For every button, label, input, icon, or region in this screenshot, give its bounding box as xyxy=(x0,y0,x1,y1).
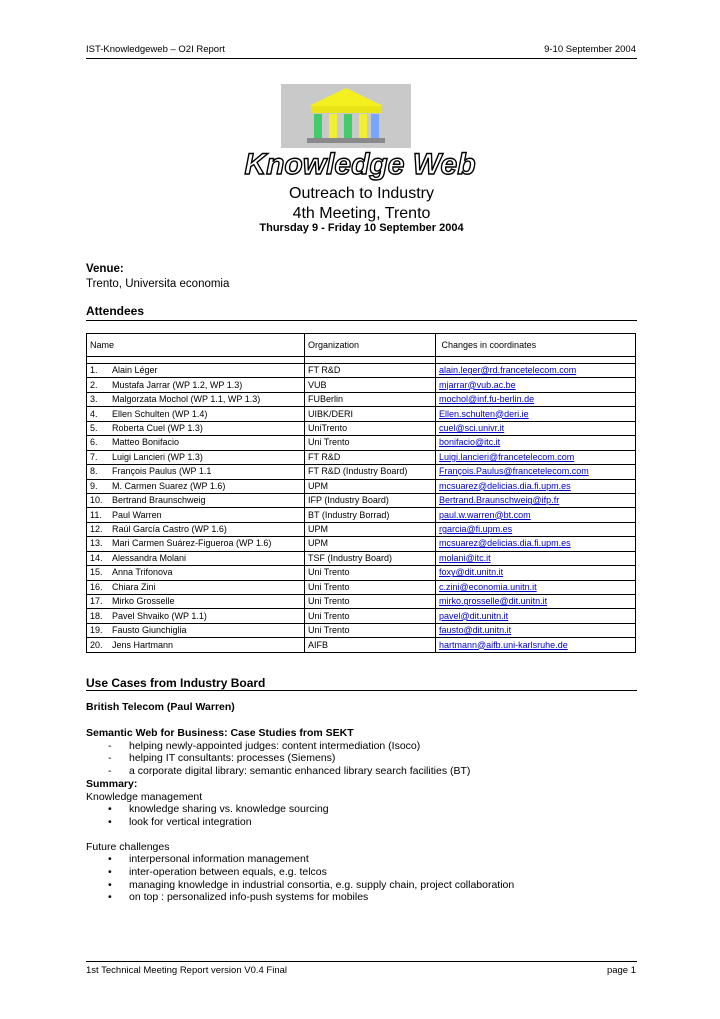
attendee-name-cell xyxy=(87,566,305,580)
use-cases-heading: Use Cases from Industry Board xyxy=(86,676,266,690)
semantic-heading: Semantic Web for Business: Case Studies from SEKT xyxy=(86,727,354,739)
bullet-icon: • xyxy=(108,853,112,866)
attendee-number: 14. xyxy=(90,552,103,563)
attendee-email-cell xyxy=(436,522,636,536)
table-row xyxy=(87,595,636,609)
table-row xyxy=(87,522,636,536)
attendee-name-cell xyxy=(87,595,305,609)
list-item xyxy=(86,853,636,866)
attendee-email-link[interactable]: Bertrand.Braunschweig@ifp.fr xyxy=(439,495,560,506)
attendee-email-cell xyxy=(436,421,636,435)
column-header-coordinates-label: Changes in coordinates xyxy=(441,339,537,350)
attendee-name: Fausto Giunchiglia xyxy=(112,625,187,636)
attendee-email-cell xyxy=(436,364,636,378)
attendee-email-cell xyxy=(436,465,636,479)
bullet-icon: • xyxy=(108,891,112,904)
attendee-number: 16. xyxy=(90,581,103,592)
attendee-email-cell xyxy=(436,580,636,594)
attendee-organization: TSF (Industry Board) xyxy=(305,551,436,565)
attendee-email-link[interactable]: molani@itc.it xyxy=(439,552,491,563)
table-row xyxy=(87,537,636,551)
attendee-organization: IFP (Industry Board) xyxy=(305,493,436,507)
table-row xyxy=(87,436,636,450)
attendee-number: 10. xyxy=(90,495,103,506)
attendee-name-cell xyxy=(87,537,305,551)
attendee-email-link[interactable]: mirko.grosselle@dit.unitn.it xyxy=(439,596,548,607)
attendee-name-cell xyxy=(87,465,305,479)
bt-subheading: British Telecom (Paul Warren) xyxy=(86,701,235,713)
attendee-name-cell xyxy=(87,436,305,450)
attendee-email-link[interactable]: alain.leger@rd.francetelecom.com xyxy=(439,365,577,376)
list-item xyxy=(86,752,636,765)
bullet-icon: • xyxy=(108,878,112,891)
attendee-number: 9. xyxy=(90,480,98,491)
attendee-name: Mari Carmen Suárez-Figueroa (WP 1.6) xyxy=(112,538,272,549)
attendee-organization: Uni Trento xyxy=(305,566,436,580)
attendee-name-cell xyxy=(87,580,305,594)
attendee-email-link[interactable]: François.Paulus@francetelecom.com xyxy=(439,466,589,477)
attendee-name-cell xyxy=(87,421,305,435)
attendee-organization: VUB xyxy=(305,378,436,392)
table-row xyxy=(87,465,636,479)
attendee-name-cell xyxy=(87,508,305,522)
list-item xyxy=(86,740,636,753)
table-spacer xyxy=(87,357,636,364)
title-line-2: 4th Meeting, Trento xyxy=(292,205,431,222)
list-item-text: inter-operation between equals, e.g. telcos xyxy=(129,866,327,879)
table-row xyxy=(87,580,636,594)
attendee-number: 17. xyxy=(90,596,103,607)
list-item xyxy=(86,866,636,879)
title-line-1: Outreach to Industry xyxy=(289,185,434,202)
semantic-section xyxy=(86,727,636,904)
attendees-heading: Attendees xyxy=(86,304,145,318)
attendee-email-cell xyxy=(436,595,636,609)
attendee-email-cell xyxy=(436,450,636,464)
attendee-email-cell xyxy=(436,566,636,580)
attendee-email-link[interactable]: hartmann@aifb.uni-karlsruhe.de xyxy=(439,639,568,650)
attendee-name: Alain Léger xyxy=(112,365,158,376)
page-footer xyxy=(86,965,636,976)
table-row xyxy=(87,450,636,464)
attendee-organization: UniTrento xyxy=(305,421,436,435)
header-right: 9-10 September 2004 xyxy=(544,44,636,55)
column-header-name: Name xyxy=(87,334,305,357)
attendee-number: 1. xyxy=(90,365,98,376)
attendee-name: Matteo Bonifacio xyxy=(112,437,180,448)
attendee-email-link[interactable]: Luigi.lancieri@francetelecom.com xyxy=(439,451,575,462)
attendee-organization: UIBK/DERI xyxy=(305,407,436,421)
list-item xyxy=(86,765,636,778)
venue-heading: Venue: xyxy=(86,263,124,275)
dash-bullet-icon: - xyxy=(108,739,112,752)
attendee-number: 13. xyxy=(90,538,103,549)
attendee-name: Pavel Shvaiko (WP 1.1) xyxy=(112,610,207,621)
list-item-text: on top : personalized info-push systems for mobiles xyxy=(129,891,369,904)
attendee-organization: Uni Trento xyxy=(305,580,436,594)
attendee-email-link[interactable]: mochol@inf.fu-berlin.de xyxy=(439,394,535,405)
attendee-email-cell xyxy=(436,407,636,421)
attendee-organization: FT R&D xyxy=(305,364,436,378)
attendee-organization: UPM xyxy=(305,537,436,551)
attendee-number: 3. xyxy=(90,394,98,405)
attendee-email-cell xyxy=(436,638,636,652)
attendee-name: Roberta Cuel (WP 1.3) xyxy=(112,422,203,433)
attendee-email-link[interactable]: paul.w.warren@bt.com xyxy=(439,509,531,520)
bullet-icon: • xyxy=(108,815,112,828)
attendee-organization: UPM xyxy=(305,479,436,493)
table-row xyxy=(87,551,636,565)
knowledge-web-wordmark xyxy=(220,144,500,184)
attendee-number: 7. xyxy=(90,451,98,462)
attendee-name-cell xyxy=(87,479,305,493)
attendee-email-cell xyxy=(436,479,636,493)
attendee-name-cell xyxy=(87,378,305,392)
attendee-email-link[interactable]: pavel@dit.unitn.it xyxy=(439,610,509,621)
attendee-name-cell xyxy=(87,364,305,378)
attendee-number: 8. xyxy=(90,466,98,477)
future-label: Future challenges xyxy=(86,840,170,853)
attendee-name-cell xyxy=(87,623,305,637)
list-item-text: helping IT consultants: processes (Siemens) xyxy=(129,752,336,765)
attendee-name: Raúl García Castro (WP 1.6) xyxy=(112,524,227,535)
brand-text: Knowledge Web xyxy=(244,148,476,181)
attendee-number: 15. xyxy=(90,567,103,578)
table-row xyxy=(87,609,636,623)
attendee-number: 20. xyxy=(90,639,103,650)
attendee-email-link[interactable]: mcsuarez@delicias.dia.fi.upm.es xyxy=(439,538,571,549)
attendee-email-cell xyxy=(436,493,636,507)
attendee-name: François Paulus (WP 1.1 xyxy=(112,466,212,477)
attendee-organization: AIFB xyxy=(305,638,436,652)
spacer xyxy=(86,829,636,841)
attendee-name-cell xyxy=(87,522,305,536)
attendee-organization: Uni Trento xyxy=(305,595,436,609)
dash-bullet-icon: - xyxy=(108,752,112,765)
attendee-name: M. Carmen Suarez (WP 1.6) xyxy=(112,480,226,491)
table-header-row xyxy=(87,334,636,357)
attendee-email-cell xyxy=(436,537,636,551)
attendee-name-cell xyxy=(87,493,305,507)
km-label: Knowledge management xyxy=(86,790,203,803)
attendee-organization: UPM xyxy=(305,522,436,536)
column-header-coordinates xyxy=(436,334,636,357)
attendee-name-cell xyxy=(87,450,305,464)
attendee-email-link[interactable]: c.zini@economia.unitn.it xyxy=(439,581,537,592)
column-header-organization: Organization xyxy=(305,334,436,357)
table-row xyxy=(87,392,636,406)
attendee-name-cell xyxy=(87,407,305,421)
attendee-email-link[interactable]: fausto@dit.unitn.it xyxy=(439,625,512,636)
attendee-name-cell xyxy=(87,609,305,623)
attendee-organization: Uni Trento xyxy=(305,623,436,637)
bullet-icon: • xyxy=(108,866,112,879)
attendee-organization: Uni Trento xyxy=(305,609,436,623)
table-row xyxy=(87,364,636,378)
attendee-number: 19. xyxy=(90,625,103,636)
meeting-dates: Thursday 9 - Friday 10 September 2004 xyxy=(259,222,464,234)
attendee-email-cell xyxy=(436,436,636,450)
attendee-email-cell xyxy=(436,609,636,623)
attendee-email-cell xyxy=(436,508,636,522)
attendee-email-link[interactable]: foxy@dit.unitn.it xyxy=(439,567,504,578)
attendee-email-cell xyxy=(436,551,636,565)
attendee-email-link[interactable]: rgarcia@fi.upm.es xyxy=(439,524,513,535)
table-row xyxy=(87,508,636,522)
table-row xyxy=(87,493,636,507)
attendee-name: Luigi Lancieri (WP 1.3) xyxy=(112,451,203,462)
attendee-name-cell xyxy=(87,638,305,652)
attendee-email-link[interactable]: mjarrar@vub.ac.be xyxy=(439,379,516,390)
table-row xyxy=(87,566,636,580)
attendee-email-cell xyxy=(436,623,636,637)
attendee-name: Mustafa Jarrar (WP 1.2, WP 1.3) xyxy=(112,379,243,390)
attendee-name: Ellen Schulten (WP 1.4) xyxy=(112,408,208,419)
list-item-text: helping newly-appointed judges: content intermediation (Isoco) xyxy=(129,739,421,752)
table-row xyxy=(87,407,636,421)
footer-rule xyxy=(86,961,637,962)
summary-label: Summary: xyxy=(86,777,138,790)
table-row xyxy=(87,623,636,637)
attendee-organization: Uni Trento xyxy=(305,436,436,450)
attendee-name: Anna Trifonova xyxy=(112,567,173,578)
attendee-name: Alessandra Molani xyxy=(112,552,187,563)
attendee-number: 11. xyxy=(90,509,102,520)
attendee-name-cell xyxy=(87,392,305,406)
attendee-name: Jens Hartmann xyxy=(112,639,174,650)
attendee-number: 18. xyxy=(90,610,103,621)
list-item-text: interpersonal information management xyxy=(129,853,309,866)
attendee-email-cell xyxy=(436,378,636,392)
table-row xyxy=(87,638,636,652)
header-left: IST-Knowledgeweb – O2I Report xyxy=(86,44,225,55)
table-row xyxy=(87,421,636,435)
list-item-text: managing knowledge in industrial consortia, e.g. supply chain, project collaboration xyxy=(129,878,515,891)
table-row xyxy=(87,378,636,392)
header-rule xyxy=(86,58,637,59)
attendee-name: Mirko Grosselle xyxy=(112,596,175,607)
attendee-number: 2. xyxy=(90,379,98,390)
attendee-organization: BT (Industry Borrad) xyxy=(305,508,436,522)
list-item xyxy=(86,879,636,892)
list-item xyxy=(86,891,636,904)
dash-bullet-icon: - xyxy=(108,765,112,778)
attendee-email-link[interactable]: cuel@sci.univr.it xyxy=(439,422,505,433)
attendee-email-link[interactable]: mcsuarez@delicias.dia.fi.upm.es xyxy=(439,480,571,491)
attendee-number: 6. xyxy=(90,437,98,448)
attendee-name: Bertrand Braunschweig xyxy=(112,495,206,506)
attendee-name: Chiara Zini xyxy=(112,581,156,592)
attendee-email-link[interactable]: bonifacio@itc.it xyxy=(439,437,501,448)
attendee-number: 5. xyxy=(90,422,98,433)
attendees-rule xyxy=(86,320,637,321)
attendee-number: 4. xyxy=(90,408,98,419)
attendee-email-link[interactable]: Ellen.schulten@deri.ie xyxy=(439,408,529,419)
knowledge-web-logo-icon xyxy=(281,84,411,148)
venue-value: Trento, Universita economia xyxy=(86,278,230,290)
list-item-text: look for vertical integration xyxy=(129,815,252,828)
list-item-text: knowledge sharing vs. knowledge sourcing xyxy=(129,803,329,816)
attendees-table xyxy=(86,333,636,653)
attendee-email-cell xyxy=(436,392,636,406)
list-item-text: a corporate digital library: semantic enhanced library search facilities (BT) xyxy=(129,765,471,778)
attendee-organization: FUBerlin xyxy=(305,392,436,406)
list-item xyxy=(86,803,636,816)
footer-left: 1st Technical Meeting Report version V0.4 Final xyxy=(86,965,288,976)
bullet-icon: • xyxy=(108,803,112,816)
attendee-organization: FT R&D xyxy=(305,450,436,464)
footer-page-number: page 1 xyxy=(606,965,636,976)
list-item xyxy=(86,816,636,829)
use-cases-rule xyxy=(86,690,637,691)
table-row xyxy=(87,479,636,493)
attendee-organization: FT R&D (Industry Board) xyxy=(305,465,436,479)
attendee-name-cell xyxy=(87,551,305,565)
attendee-name: Malgorzata Mochol (WP 1.1, WP 1.3) xyxy=(112,394,261,405)
attendee-name: Paul Warren xyxy=(112,509,162,520)
page-header xyxy=(86,44,636,55)
attendee-number: 12. xyxy=(90,524,103,535)
